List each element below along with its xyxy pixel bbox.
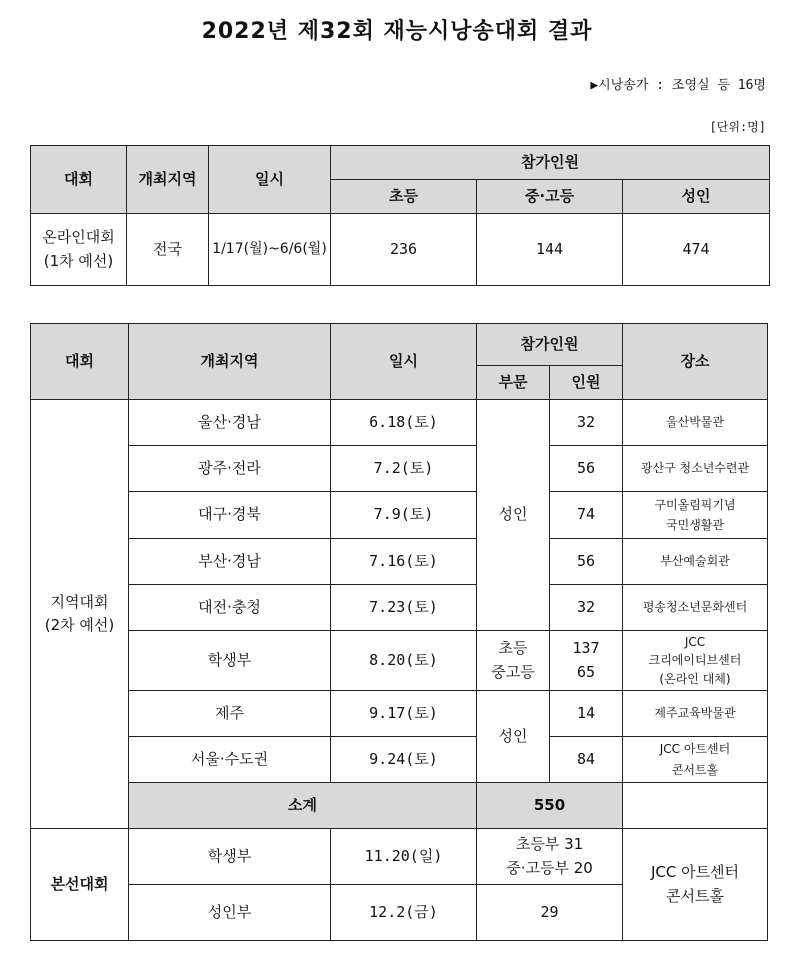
header-contest: 대회 [31,146,127,214]
venue-cell [623,631,768,691]
division-adult-2: 성인 [477,691,550,783]
venue-cell: 광산구 청소년수련관 [623,446,768,492]
reciter-note: ▶시낭송가 : 조영실 등 16명 [590,78,766,93]
count-line: 137 [572,639,600,658]
region-cell: 성인부 [129,885,331,941]
table-row [31,829,768,885]
venue-line: JCC [684,634,706,649]
header-venue: 장소 [623,324,768,400]
header-adult: 성인 [623,180,770,214]
count-cell: 56 [550,446,623,492]
subtotal-value: 550 [477,783,623,829]
contest-regional-line1: 지역대회 [50,592,109,611]
header-middle-high: 중·고등 [477,180,623,214]
venue-line: 콘서트홀 [671,762,719,777]
online-contest-table [30,145,770,286]
regional-final-table [30,323,768,941]
region-cell: 학생부 [129,829,331,885]
header-participants: 참가인원 [477,324,623,366]
date-cell: 7.2(토) [331,446,477,492]
venue-cell [623,737,768,783]
table-row [31,400,768,446]
header-contest: 대회 [31,324,129,400]
venue-final [623,829,768,941]
header-region: 개최지역 [127,146,209,214]
date-cell: 6.18(토) [331,400,477,446]
venue-cell: 평송청소년문화센터 [623,585,768,631]
count-cell [477,829,623,885]
middle-high-count: 144 [477,214,623,286]
region-cell: 전국 [127,214,209,286]
count-cell: 56 [550,539,623,585]
date-cell: 11.20(일) [331,829,477,885]
contest-regional-line2: (2차 예선) [44,616,115,634]
venue-cell: 울산박물관 [623,400,768,446]
region-cell: 제주 [129,691,331,737]
venue-line: 크리에이티브센터 [648,653,742,668]
date-cell: 12.2(금) [331,885,477,941]
venue-line: 국민생활관 [666,518,724,532]
header-division: 부문 [477,366,550,400]
table-row [31,585,768,631]
count-line: 65 [576,662,596,681]
count-cell: 74 [550,492,623,539]
subtotal-row [31,783,768,829]
venue-line: JCC 아트센터 [659,742,731,757]
region-cell: 대전·충청 [129,585,331,631]
table-row [31,691,768,737]
table-row [31,539,768,585]
venue-line: 구미올림픽기념 [654,497,736,512]
header-elementary: 초등 [331,180,477,214]
table-row [31,737,768,783]
region-cell: 학생부 [129,631,331,691]
region-cell: 울산·경남 [129,400,331,446]
header-count: 인원 [550,366,623,400]
venue-cell [623,492,768,539]
date-cell: 1/17(월)~6/6(월) [209,214,331,286]
table-row [31,492,768,539]
header-region: 개최지역 [129,324,331,400]
count-cell: 32 [550,400,623,446]
subtotal-label: 소계 [129,783,477,829]
unit-label: [단위:명] [709,120,766,134]
contest-online-line2: (1차 예선) [43,251,114,270]
contest-online [31,214,127,286]
contest-final: 본선대회 [31,829,129,941]
venue-line: (온라인 대체) [659,671,731,686]
subtotal-empty [623,783,768,829]
count-line: 초등부 31 [515,835,584,854]
region-cell: 광주·전라 [129,446,331,492]
region-cell: 대구·경북 [129,492,331,539]
region-cell: 서울·수도권 [129,737,331,783]
header-date: 일시 [209,146,331,214]
contest-regional [31,400,129,829]
count-cell [550,631,623,691]
count-cell: 32 [550,585,623,631]
table-row [31,631,768,691]
division-adult: 성인 [477,400,550,631]
date-cell: 7.16(토) [331,539,477,585]
date-cell: 7.9(토) [331,492,477,539]
venue-line: JCC 아트센터 [650,863,740,882]
date-cell: 9.17(토) [331,691,477,737]
division-line: 중고등 [491,662,535,681]
count-line: 중·고등부 20 [506,858,593,877]
elementary-count: 236 [331,214,477,286]
count-cell: 29 [477,885,623,941]
count-cell: 14 [550,691,623,737]
division-student [477,631,550,691]
table-row [31,446,768,492]
contest-online-line1: 온라인대회 [42,228,115,247]
division-line: 초등 [498,639,528,658]
date-cell: 7.23(토) [331,585,477,631]
count-cell: 84 [550,737,623,783]
venue-cell: 제주교육박물관 [623,691,768,737]
date-cell: 8.20(토) [331,631,477,691]
page-title: 2022년 제32회 재능시낭송대회 결과 [201,19,593,44]
venue-line: 콘서트홀 [666,886,724,905]
region-cell: 부산·경남 [129,539,331,585]
adult-count: 474 [623,214,770,286]
venue-cell: 부산예술회관 [623,539,768,585]
date-cell: 9.24(토) [331,737,477,783]
header-participants: 참가인원 [331,146,770,180]
header-date: 일시 [331,324,477,400]
